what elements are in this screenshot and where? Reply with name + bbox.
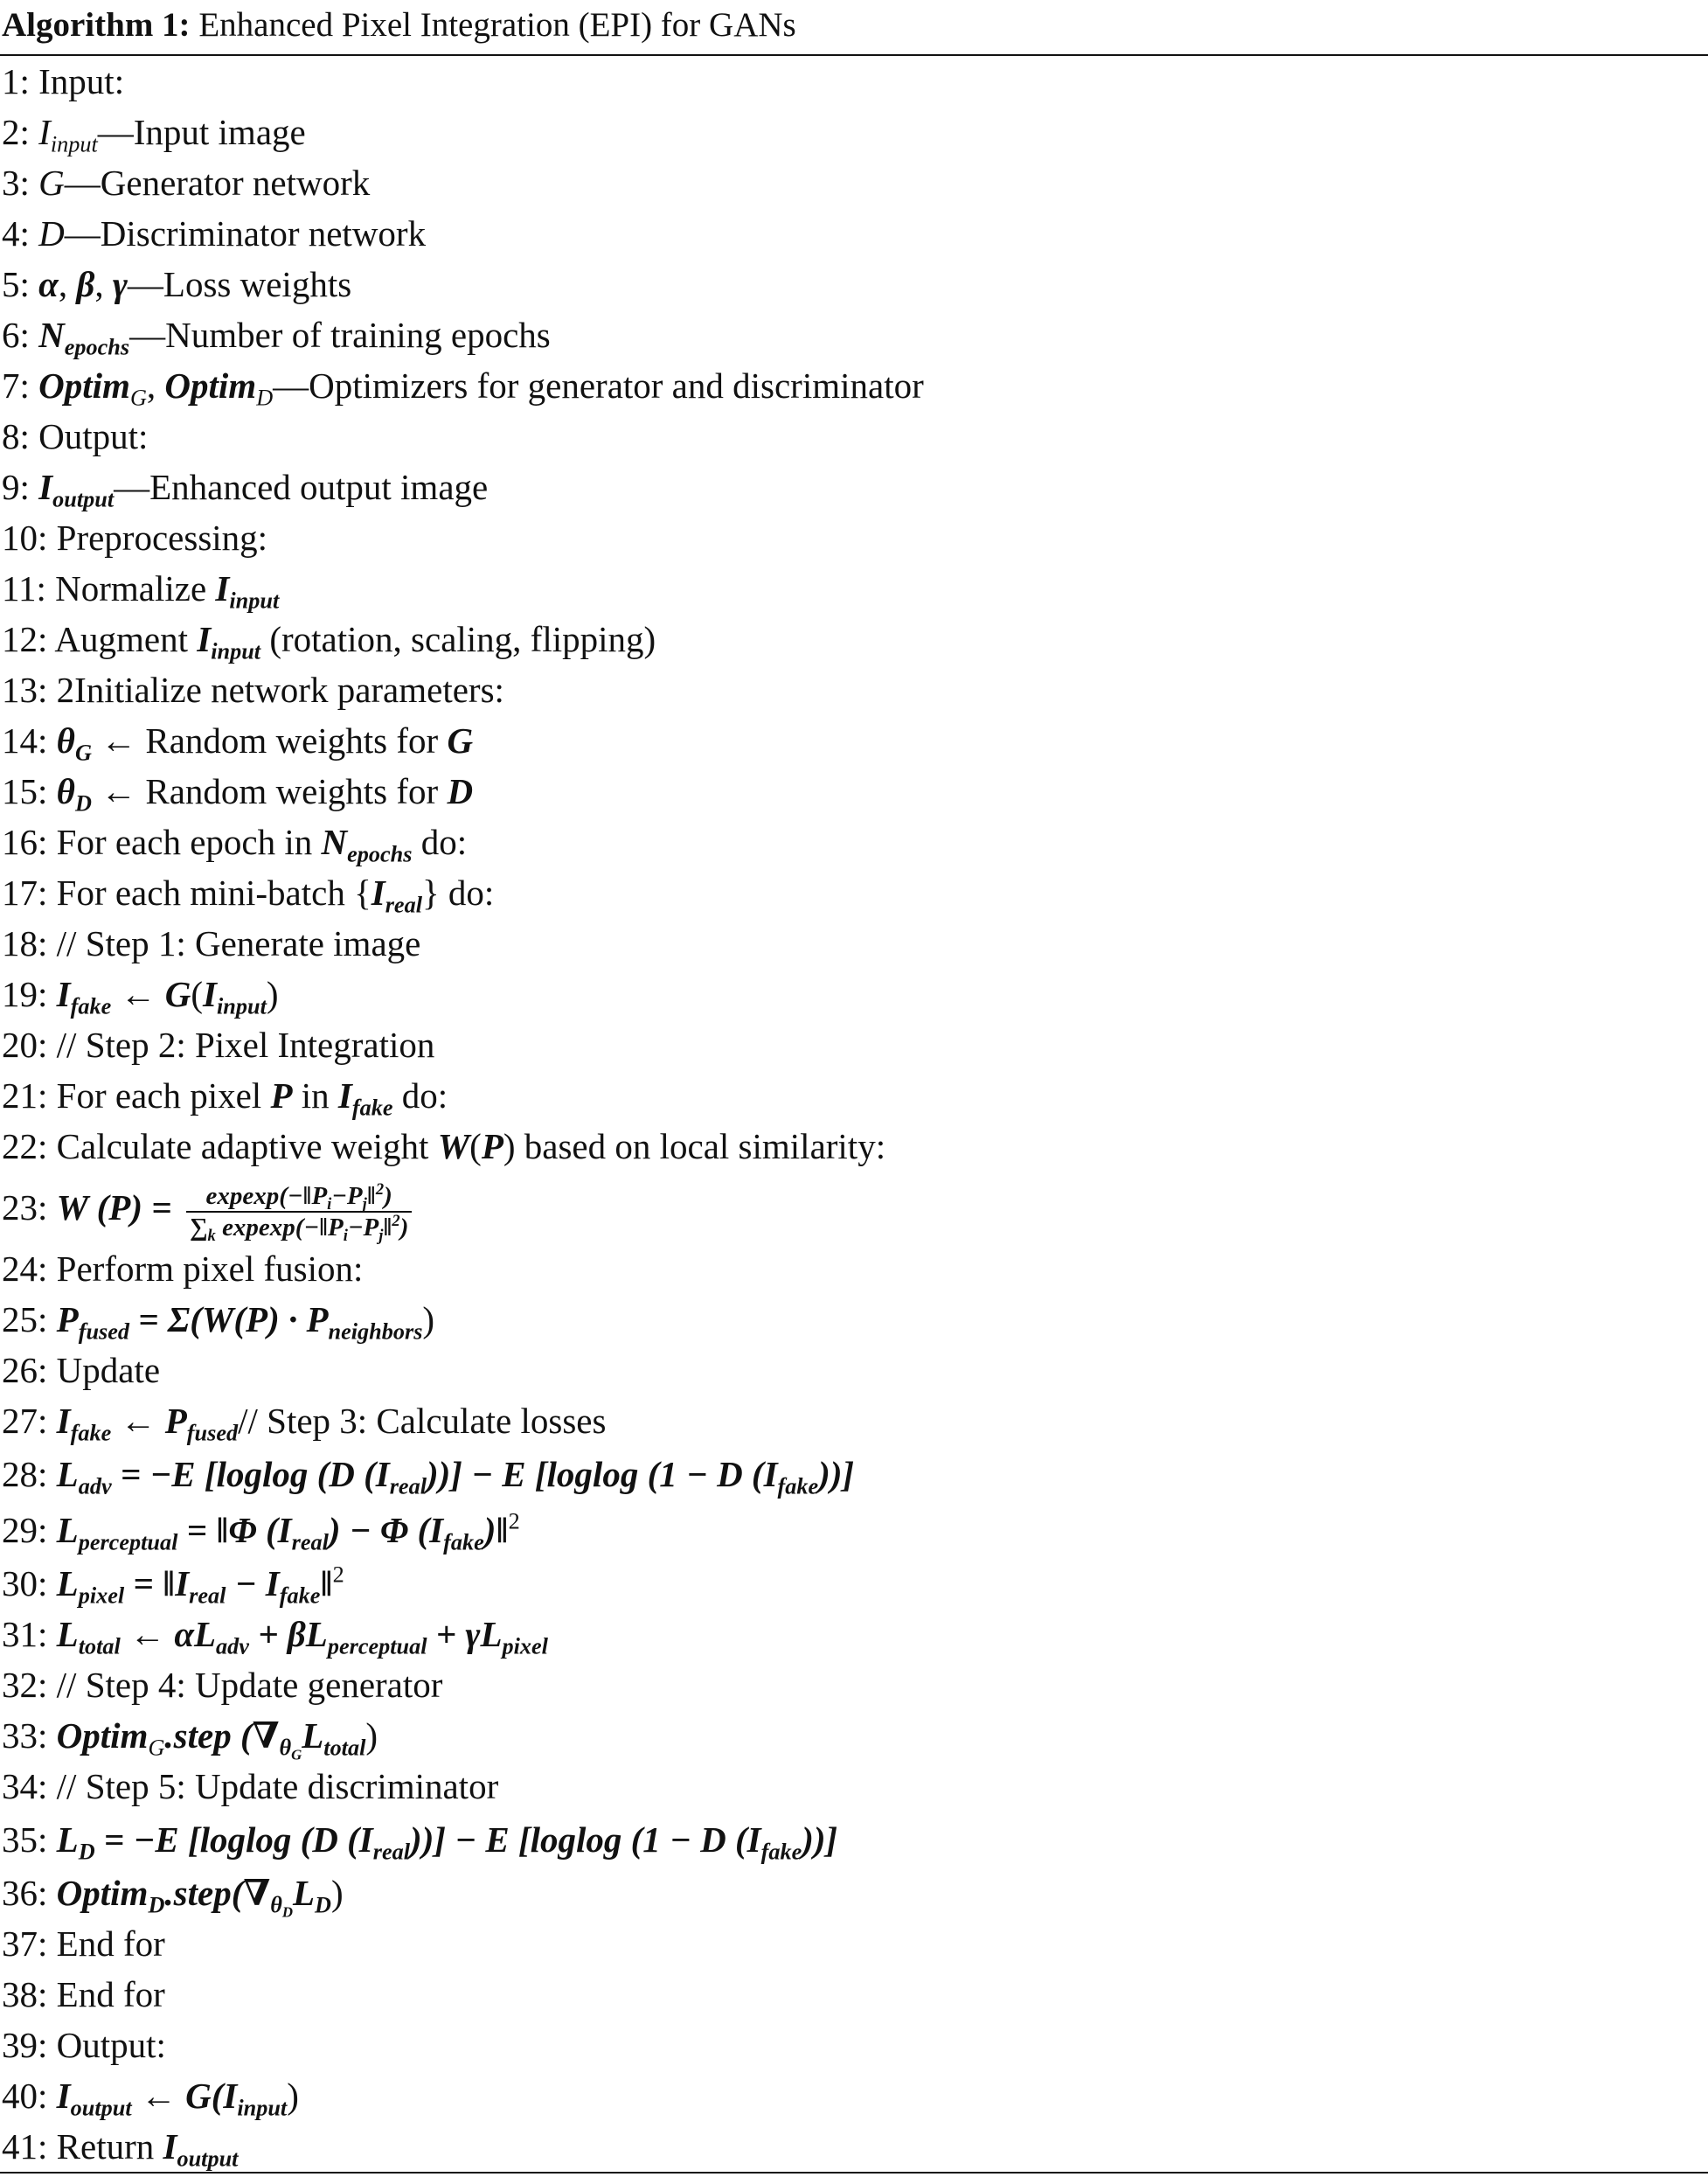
math-expr: expexp(−‖P (205, 1181, 328, 1210)
line-number: 29: (2, 1510, 48, 1550)
line-text: —Enhanced output image (114, 467, 489, 507)
math-sub: G (129, 385, 147, 411)
algorithm-line-20 (0, 1019, 434, 1070)
math-sub: real (372, 1839, 411, 1865)
algorithm-line-10 (0, 512, 267, 563)
math-expr: ∑ (189, 1213, 208, 1242)
algorithm-line-33 (0, 1710, 378, 1761)
math-var: I (215, 568, 230, 609)
line-number: 10: (2, 518, 48, 558)
math-sub: pixel (502, 1633, 548, 1659)
math-sub: output (52, 486, 115, 512)
line-text: (rotation, scaling, flipping) (269, 619, 656, 659)
math-var: L (56, 1454, 79, 1494)
line-text: —Optimizers for generator and discriminator (273, 365, 924, 406)
line-text: Perform pixel fusion: (56, 1248, 364, 1289)
line-number: 11: (2, 568, 46, 609)
math-sub: real (389, 1473, 427, 1499)
line-number: 37: (2, 1923, 48, 1964)
math-expr: = −E [loglog (D (I (103, 1819, 373, 1860)
line-number: 7: (2, 365, 30, 406)
algorithm-line-8 (0, 411, 148, 462)
math-expr: ))] − E [loglog (1 − D (I (426, 1454, 778, 1494)
math-var: I (197, 619, 212, 659)
math-sub-base: θ (270, 1892, 282, 1918)
math-sub: fake (760, 1839, 802, 1865)
math-var: N (321, 822, 348, 862)
math-var: I (56, 974, 71, 1014)
math-sub: i (327, 1194, 332, 1214)
math-expr: ) − Φ (I (328, 1510, 444, 1550)
math-paren: ) (503, 1126, 516, 1166)
math-sep: , (146, 365, 156, 406)
math-sub: adv (78, 1473, 112, 1499)
math-var: L (56, 1563, 79, 1603)
line-text: based on local similarity: (524, 1126, 886, 1166)
math-var: L (56, 1819, 79, 1860)
math-sub: input (216, 993, 267, 1019)
line-number: 41: (2, 2126, 48, 2167)
line-text: // Step 2: Pixel Integration (56, 1025, 435, 1065)
math-paren: ( (469, 1126, 482, 1166)
algorithm-header (0, 0, 1708, 56)
line-text: // Step 5: Update discriminator (56, 1766, 499, 1806)
line-number: 4: (2, 213, 30, 254)
algorithm-line-14 (0, 715, 473, 766)
algorithm-line-16 (0, 817, 467, 867)
line-number: 28: (2, 1454, 48, 1494)
math-var: I (38, 112, 51, 152)
math-sub: fake (70, 1420, 112, 1446)
line-number: 8: (2, 416, 30, 456)
math-sub: pixel (78, 1582, 125, 1609)
math-paren: ( (191, 974, 204, 1014)
math-sep: , (58, 264, 68, 304)
math-sub: perceptual (327, 1633, 427, 1659)
math-expr: ‖ (366, 1181, 376, 1210)
math-var: D (38, 213, 65, 254)
math-expr: −P (347, 1213, 379, 1242)
line-number: 31: (2, 1614, 48, 1654)
line-number: 25: (2, 1299, 48, 1339)
math-sub: j (378, 1226, 384, 1245)
algorithm-line-31 (0, 1609, 548, 1659)
line-number: 23: (2, 1187, 48, 1228)
algorithm-line-29 (0, 1502, 520, 1558)
line-number: 38: (2, 1974, 48, 2014)
math-paren: ) (422, 1299, 435, 1339)
math-sub: D (74, 790, 92, 817)
math-expr: = ‖Φ (I (186, 1510, 292, 1550)
math-paren: ) (287, 2076, 299, 2116)
algorithm-line-22 (0, 1121, 885, 1172)
math-expr: ← G(I (140, 2076, 238, 2116)
line-text: // Step 4: Update generator (56, 1665, 443, 1705)
math-sub: D (148, 1892, 165, 1918)
line-number: 36: (2, 1873, 48, 1913)
math-sub: fake (443, 1529, 484, 1555)
math-sub: fake (351, 1095, 393, 1121)
algorithm-bottom-rule (0, 2172, 1708, 2174)
math-paren: ) (365, 1715, 378, 1756)
line-number: 17: (2, 873, 48, 913)
line-number: 33: (2, 1715, 48, 1756)
line-number: 26: (2, 1350, 48, 1390)
math-var: W (437, 1126, 470, 1166)
math-expr: + γL (427, 1614, 503, 1654)
math-sub: output (177, 2146, 239, 2172)
math-sup: 2 (375, 1179, 385, 1199)
math-expr: + βL (248, 1614, 328, 1654)
math-expr: = Σ(W(P) · P (138, 1299, 329, 1339)
algorithm-line-2 (0, 107, 306, 157)
math-expr: L (292, 1873, 316, 1913)
line-text: do: (420, 822, 468, 862)
algorithm-line-17 (0, 867, 494, 918)
math-var: P (270, 1075, 293, 1116)
line-text: // Step 3: Calculate losses (238, 1401, 607, 1441)
math-expr: ← P (120, 1401, 187, 1441)
math-sub (270, 1892, 293, 1921)
line-text: —Loss weights (127, 264, 352, 304)
math-sub: fake (70, 993, 112, 1019)
line-text: 2Initialize network parameters: (56, 670, 504, 710)
math-expr: ← αL (129, 1614, 217, 1654)
math-expr: ‖ (383, 1213, 392, 1242)
algorithm-line-3 (0, 157, 370, 208)
line-number: 13: (2, 670, 48, 710)
algorithm-line-38 (0, 1969, 165, 2020)
math-paren: ) (330, 1873, 344, 1913)
algorithm-line-4 (0, 208, 426, 259)
line-text: —Number of training epochs (129, 315, 551, 355)
fraction-numerator (186, 1181, 413, 1213)
math-sub: output (70, 2095, 132, 2121)
line-text: —Generator network (64, 163, 371, 203)
math-sub-sub: D (281, 1903, 293, 1921)
algorithm-line-39 (0, 2020, 166, 2070)
line-text: } do: (421, 873, 495, 913)
line-text: Calculate adaptive weight (56, 1126, 429, 1166)
line-number: 39: (2, 2025, 48, 2065)
line-text: do: (401, 1075, 448, 1116)
math-expr: .step (∇ (164, 1715, 280, 1756)
fraction (186, 1179, 413, 1245)
algorithm-line-6 (0, 310, 551, 360)
algorithm-line-35 (0, 1812, 837, 1867)
algorithm-line-5 (0, 259, 351, 310)
math-sub: real (291, 1529, 329, 1555)
math-sub: k (207, 1226, 216, 1245)
math-sub: j (362, 1194, 367, 1214)
algorithm-line-1 (0, 56, 124, 107)
math-sub: total (78, 1633, 121, 1659)
line-text: For each mini-batch { (56, 873, 371, 913)
line-number: 30: (2, 1563, 48, 1603)
line-text: // Step 1: Generate image (56, 923, 421, 963)
line-text: Augment (54, 619, 188, 659)
algorithm-line-21 (0, 1070, 448, 1121)
line-number: 35: (2, 1819, 48, 1860)
math-expr: = −E [loglog (D (I (120, 1454, 390, 1494)
algorithm-line-40 (0, 2070, 299, 2121)
algorithm-line-7 (0, 360, 924, 411)
math-sub: D (256, 385, 274, 411)
line-number: 32: (2, 1665, 48, 1705)
math-var: I (163, 2126, 177, 2167)
math-var: G (164, 974, 191, 1014)
math-sup: 2 (332, 1561, 344, 1588)
math-var: I (56, 2076, 71, 2116)
math-sub: input (237, 2095, 288, 2121)
math-expr: L (302, 1715, 324, 1756)
math-expr: expexp(−‖P (215, 1213, 344, 1242)
math-var: α (38, 264, 59, 304)
math-sub: real (189, 1582, 226, 1609)
math-var: θ (56, 720, 75, 761)
line-number: 40: (2, 2076, 48, 2116)
algorithm-line-23 (0, 1172, 412, 1243)
line-text: Update (56, 1350, 161, 1390)
line-number: 24: (2, 1248, 48, 1289)
line-number: 22: (2, 1126, 48, 1166)
math-sub: epochs (347, 841, 413, 867)
math-var: I (371, 873, 385, 913)
line-text: Preprocessing: (56, 518, 268, 558)
math-var: L (56, 1510, 79, 1550)
math-var: D (447, 771, 474, 811)
math-sub: D (315, 1892, 331, 1918)
line-number: 34: (2, 1766, 48, 1806)
fraction-denominator (186, 1211, 413, 1245)
math-sub-base: θ (279, 1735, 292, 1761)
math-sub: input (211, 638, 261, 664)
math-var: L (56, 1614, 79, 1654)
algorithm-line-25 (0, 1294, 434, 1345)
math-sup: 2 (392, 1211, 400, 1230)
math-expr: − I (226, 1563, 280, 1603)
line-text: Output: (56, 2025, 166, 2065)
line-number: 9: (2, 467, 30, 507)
line-number: 5: (2, 264, 30, 304)
math-paren: ) (266, 974, 279, 1014)
math-var: β (76, 264, 95, 304)
math-sub: G (148, 1735, 165, 1761)
math-var: P (481, 1126, 503, 1166)
algorithm-line-27 (0, 1395, 606, 1446)
algorithm-title: Enhanced Pixel Integration (EPI) for GANs (198, 6, 796, 44)
line-text: in (301, 1075, 330, 1116)
line-text: ← Random weights for (101, 720, 439, 761)
algorithm-line-34 (0, 1761, 498, 1812)
line-number: 21: (2, 1075, 48, 1116)
line-text: —Input image (97, 112, 306, 152)
algorithm-line-19 (0, 969, 279, 1019)
math-sub: fake (777, 1473, 819, 1499)
math-var: I (203, 974, 217, 1014)
math-var: I (38, 467, 53, 507)
math-var: Optim (56, 1715, 149, 1756)
math-var: Optim (56, 1873, 149, 1913)
line-number: 16: (2, 822, 48, 862)
line-number: 1: (2, 61, 30, 101)
algorithm-line-36 (0, 1867, 344, 1921)
math-sub: i (343, 1226, 348, 1245)
line-text: For each pixel (56, 1075, 262, 1116)
algorithm-line-12 (0, 614, 656, 664)
math-sub: fake (279, 1582, 321, 1609)
math-sub: adv (216, 1633, 249, 1659)
math-sub: neighbors (328, 1318, 423, 1345)
line-text: For each epoch in (56, 822, 313, 862)
line-number: 6: (2, 315, 30, 355)
line-number: 3: (2, 163, 30, 203)
math-var: Optim (38, 365, 130, 406)
line-number: 27: (2, 1401, 48, 1441)
algorithm-line-18 (0, 918, 420, 969)
algorithm-line-41 (0, 2121, 238, 2172)
algorithm-line-37 (0, 1918, 165, 1969)
math-expr: −P (331, 1181, 363, 1210)
line-number: 14: (2, 720, 48, 761)
math-expr: = ‖I (133, 1563, 190, 1603)
math-lhs: W (P) = (56, 1187, 172, 1228)
algorithm-line-9 (0, 462, 488, 512)
line-text: Output: (38, 416, 149, 456)
algorithm-line-13 (0, 664, 504, 715)
math-var: G (38, 163, 65, 203)
math-sub: input (50, 131, 98, 157)
math-sub: fused (78, 1318, 130, 1345)
algorithm-line-24 (0, 1243, 363, 1294)
math-sub: input (229, 588, 280, 614)
algorithm-line-11 (0, 563, 279, 614)
line-number: 19: (2, 974, 48, 1014)
math-sup: 2 (508, 1508, 520, 1534)
math-expr: .step(∇ (164, 1873, 271, 1913)
math-sub: fused (186, 1420, 239, 1446)
algorithm-line-28 (0, 1446, 854, 1502)
line-number: 2: (2, 112, 30, 152)
line-number: 12: (2, 619, 48, 659)
math-var: γ (112, 264, 128, 304)
algorithm-line-30 (0, 1558, 344, 1609)
line-text: ← Random weights for (101, 771, 439, 811)
math-sep: , (94, 264, 104, 304)
math-var: P (56, 1299, 79, 1339)
line-text: End for (56, 1974, 165, 2014)
math-expr: )‖ (483, 1510, 509, 1550)
math-expr: ))] − E [loglog (1 − D (I (410, 1819, 761, 1860)
algorithm-label: Algorithm 1: (2, 6, 191, 44)
math-expr: ))] (802, 1819, 838, 1860)
math-var: G (447, 720, 474, 761)
math-sub: real (385, 892, 422, 918)
math-var: θ (56, 771, 75, 811)
math-expr: ))] (818, 1454, 855, 1494)
line-number: 18: (2, 923, 48, 963)
line-text: End for (56, 1923, 165, 1964)
math-var: I (337, 1075, 352, 1116)
math-sub (279, 1735, 302, 1763)
line-text: Return (56, 2126, 155, 2167)
math-sub: epochs (64, 334, 130, 360)
math-var: N (38, 315, 65, 355)
algorithm-line-26 (0, 1345, 160, 1395)
line-text: —Discriminator network (64, 213, 427, 254)
math-sub: total (323, 1735, 366, 1761)
line-number: 20: (2, 1025, 48, 1065)
algorithm-line-15 (0, 766, 473, 817)
line-number: 15: (2, 771, 48, 811)
math-var: I (56, 1401, 71, 1441)
math-op: ← (120, 974, 156, 1014)
line-text: Input: (38, 61, 125, 101)
math-sub-sub: G (291, 1746, 302, 1763)
math-expr: ) (384, 1181, 392, 1210)
math-var: Optim (164, 365, 257, 406)
math-expr: ) (399, 1213, 409, 1242)
algorithm-line-32 (0, 1659, 442, 1710)
math-expr: ‖ (320, 1563, 333, 1603)
math-sub: perceptual (78, 1529, 178, 1555)
line-text: Normalize (55, 568, 207, 609)
math-sub: D (78, 1839, 95, 1865)
math-sub: G (74, 740, 92, 766)
